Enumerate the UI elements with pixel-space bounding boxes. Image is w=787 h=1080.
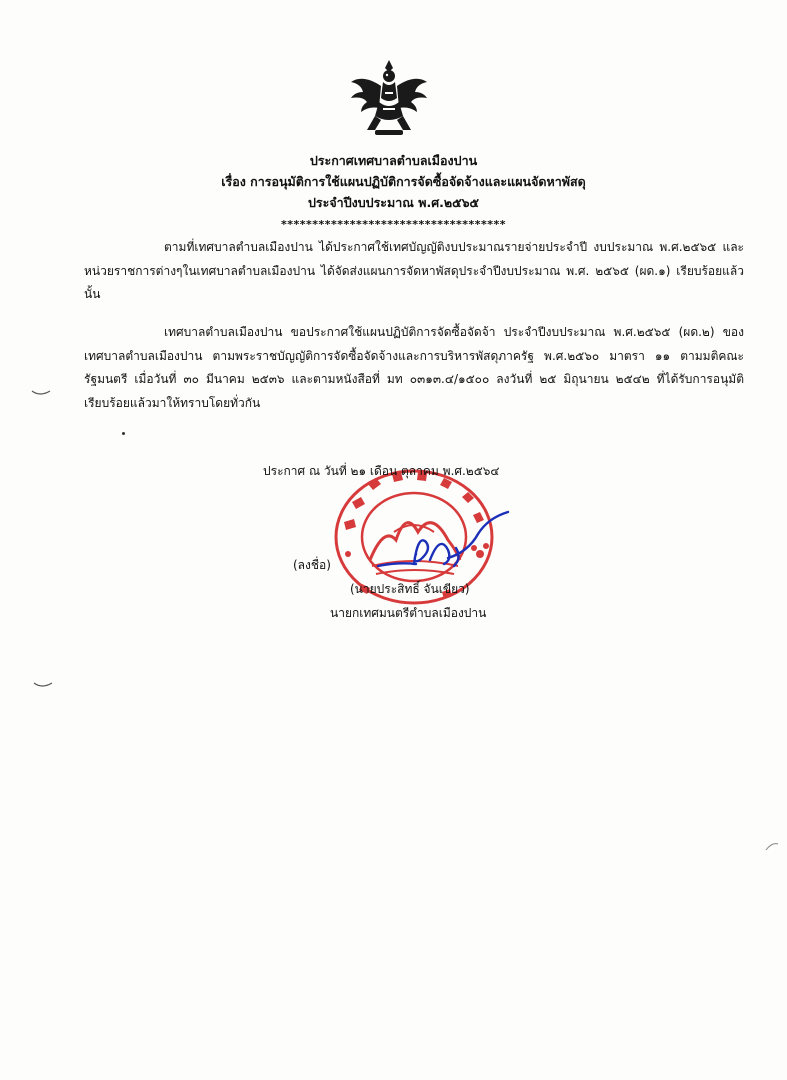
fiscal-year: ประจำปีงบประมาณ พ.ศ.๒๕๖๕: [307, 195, 479, 210]
dateline: ประกาศ ณ วันที่ ๒๑ เดือน ตุลาคม พ.ศ.๒๕๖๔: [263, 464, 500, 478]
scan-dot: [122, 432, 125, 435]
scan-mark: [764, 840, 780, 854]
handwritten-signature: [370, 508, 515, 588]
signature-label: (ลงชื่อ): [293, 558, 331, 572]
signatory-position: นายกเทศมนตรีตำบลเมืองปาน: [330, 606, 487, 620]
body-paragraph-2: เทศบาลตำบลเมืองปาน ขอประกาศใช้แผนปฏิบัติการจัดซื้อจัดจ้า ประจำปีงบประมาณ พ.ศ.๒๕๖๕ (ผด.๒) ของเทศบาลตำบลเมืองปาน ตามพระราชบัญญัติการจัดซื้อจัดจ้างและการบริหารพัสดุภาครัฐ พ.ศ.๒๕๖๐ มาตรา ๑๑ ตามมติคณะรัฐมนตรี เมื่อวันที่ ๓๐ มีนาคม ๒๕๓๖ และตามหนังสือที่ มท ๐๓๑๓.๔/๑๕๐๐ ลงวันที่ ๒๕ มิถุนายน ๒๕๔๒ ที่ได้รับการอนุมัติเรียบร้อยแล้วมาให้ทราบโดยทั่วกัน: [84, 325, 744, 410]
scan-mark: [30, 388, 52, 398]
garuda-emblem-icon: [345, 56, 433, 140]
announcement-subject: เรื่อง การอนุมัติการใช้แผนปฏิบัติการจัดซื้อจัดจ้างและแผนจัดหาพัสดุ: [221, 174, 586, 189]
signatory-name: (นายประสิทธิ์ จันเขียว): [350, 582, 470, 596]
announcement-title: ประกาศเทศบาลตำบลเมืองปาน: [309, 153, 478, 168]
separator-line: ************************************: [280, 218, 507, 231]
body-paragraph-1: ตามที่เทศบาลตำบลเมืองปาน ได้ประกาศใช้เทศบัญญัติงบประมาณรายจ่ายประจำปี งบประมาณ พ.ศ.๒๕๖๕ และหน่วยราชการต่างๆในเทศบาลตำบลเมืองปาน ได้จัดส่งแผนการจัดหาพัสดุประจำปีงบประมาณ พ.ศ. ๒๕๖๕ (ผด.๑) เรียบร้อยแล้ว นั้น: [84, 240, 744, 302]
scan-mark: [32, 680, 54, 690]
announcement-header: [0, 150, 787, 213]
